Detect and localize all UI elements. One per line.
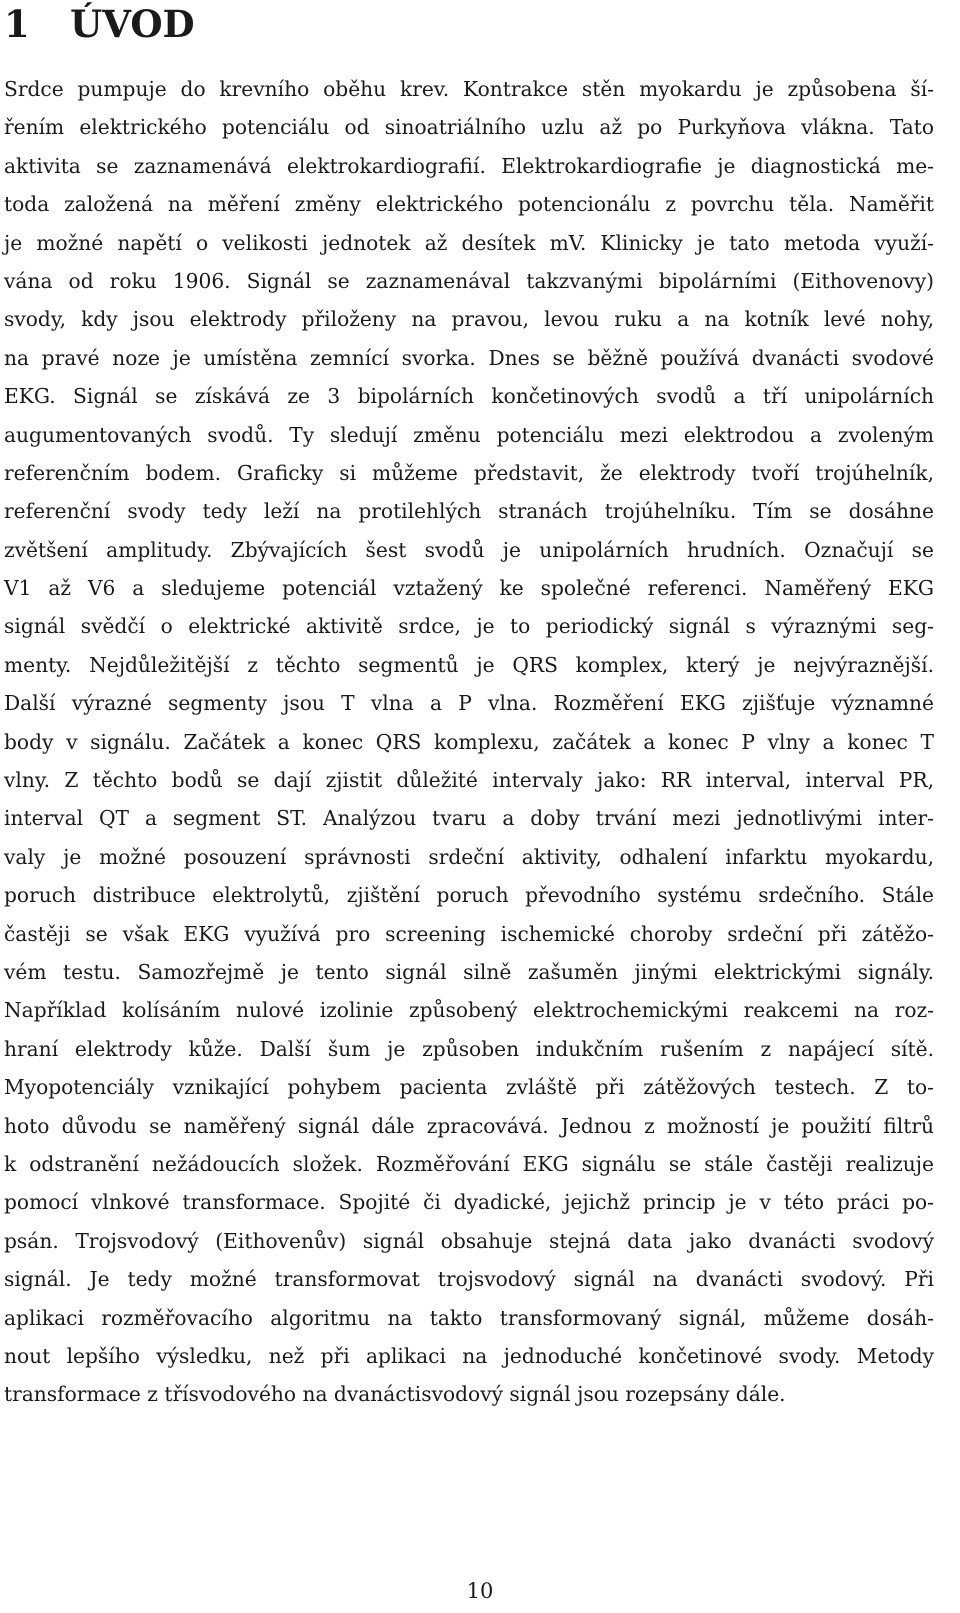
- paragraph-line: je možné napětí o velikosti jednotek až desítek mV. Klinicky je tato metoda využí-: [4, 230, 934, 255]
- paragraph-line: transformace z třísvodového na dvanáctisvodový signál jsou rozepsány dále.: [4, 1382, 786, 1407]
- paragraph-line: signál. Je tedy možné transformovat trojsvodový signál na dvanácti svodový. Při: [4, 1267, 934, 1292]
- paragraph-line: vlny. Z těchto bodů se dají zjistit důležité intervaly jako: RR interval, interval PR,: [4, 768, 934, 793]
- paragraph-line: vém testu. Samozřejmě je tento signál silně zašuměn jinými elektrickými signály.: [4, 959, 934, 984]
- section-title: ÚVOD: [70, 2, 195, 46]
- paragraph-line: interval QT a segment ST. Analýzou tvaru a doby trvání mezi jednotlivými inter-: [4, 806, 934, 831]
- paragraph-line: aplikaci rozměřovacího algoritmu na takto transformovaný signál, můžeme dosáh-: [4, 1305, 934, 1330]
- paragraph-line: Srdce pumpuje do krevního oběhu krev. Kontrakce stěn myokardu je způsobena ší-: [4, 77, 934, 101]
- paragraph-line: nout lepšího výsledku, než při aplikaci na jednoduché končetinové svody. Metody: [4, 1343, 934, 1368]
- paragraph-line: poruch distribuce elektrolytů, zjištění poruch převodního systému srdečního. Stále: [4, 883, 934, 908]
- section-heading: [4, 2, 195, 46]
- paragraph-line: vána od roku 1906. Signál se zaznamenával takzvanými bipolárními (Eithovenovy): [4, 268, 934, 293]
- page-number: 10: [466, 1579, 494, 1603]
- paragraph-line: toda založená na měření změny elektrického potencionálu z povrchu těla. Naměřit: [4, 192, 934, 217]
- paragraph-line: na pravé noze je umístěna zemnící svorka. Dnes se běžně používá dvanácti svodové: [4, 345, 934, 370]
- section-number: 1: [4, 2, 30, 46]
- paragraph-line: hoto důvodu se naměřený signál dále zpracovává. Jednou z možností je použití filtrů: [4, 1113, 934, 1138]
- paragraph-line: EKG. Signál se získává ze 3 bipolárních končetinových svodů a tří unipolárních: [4, 384, 934, 409]
- paragraph-line: Například kolísáním nulové izolinie způsobený elektrochemickými reakcemi na roz-: [4, 998, 934, 1023]
- paragraph-line: zvětšení amplitudy. Zbývajících šest svodů je unipolárních hrudních. Označují se: [4, 537, 934, 562]
- paragraph-line: body v signálu. Začátek a konec QRS komplexu, začátek a konec P vlny a konec T: [4, 729, 934, 754]
- paragraph-line: signál svědčí o elektrické aktivitě srdce, je to periodický signál s výraznými seg-: [4, 614, 934, 639]
- paragraph-line: valy je možné posouzení správnosti srdeční aktivity, odhalení infarktu myokardu,: [4, 844, 934, 869]
- paragraph-line: řením elektrického potenciálu od sinoatriálního uzlu až po Purkyňova vlákna. Tato: [4, 115, 934, 140]
- paragraph-line: k odstranění nežádoucích složek. Rozměřování EKG signálu se stále častěji realizuje: [4, 1151, 934, 1176]
- body-paragraph: [4, 70, 934, 1414]
- paragraph-line: psán. Trojsvodový (Eithovenův) signál obsahuje stejná data jako dvanácti svodový: [4, 1228, 934, 1253]
- paragraph-line: pomocí vlnkové transformace. Spojité či dyadické, jejichž princip je v této práci po-: [4, 1190, 934, 1215]
- paragraph-line: Myopotenciály vznikající pohybem pacienta zvláště při zátěžových testech. Z to-: [4, 1075, 934, 1100]
- paragraph-line: referenčním bodem. Graficky si můžeme představit, že elektrody tvoří trojúhelník,: [4, 460, 934, 485]
- paragraph-line: častěji se však EKG využívá pro screening ischemické choroby srdeční při zátěžo-: [4, 921, 934, 946]
- paragraph-line: referenční svody tedy leží na protilehlých stranách trojúhelníku. Tím se dosáhne: [4, 499, 934, 524]
- paragraph-line: menty. Nejdůležitější z těchto segmentů je QRS komplex, který je nejvýraznější.: [4, 652, 934, 677]
- paragraph-line: svody, kdy jsou elektrody přiloženy na pravou, levou ruku a na kotník levé nohy,: [4, 307, 934, 332]
- paragraph-line: augumentovaných svodů. Ty sledují změnu potenciálu mezi elektrodou a zvoleným: [4, 422, 934, 447]
- paragraph-line: Další výrazné segmenty jsou T vlna a P vlna. Rozměření EKG zjišťuje významné: [4, 691, 934, 716]
- paragraph-line: hraní elektrody kůže. Další šum je způsoben indukčním rušením z napájecí sítě.: [4, 1036, 934, 1061]
- paragraph-line: V1 až V6 a sledujeme potenciál vztažený ke společné referenci. Naměřený EKG: [4, 576, 934, 601]
- paragraph-line: aktivita se zaznamenává elektrokardiografií. Elektrokardiografie je diagnostická me-: [4, 153, 934, 178]
